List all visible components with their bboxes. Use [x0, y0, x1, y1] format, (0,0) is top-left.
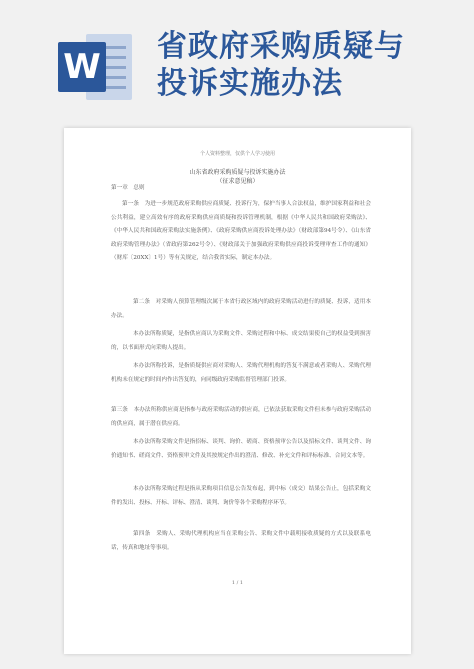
complaint-definition-paragraph: 本办法所称质疑，是指供应商认为采购文件、采购过程和中标、成交结果使自己的权益受到损害的，以书面形式向采购人提出。 — [111, 331, 371, 351]
page-header-note: 个人资料整理，仅供个人学习使用 — [199, 151, 275, 157]
document-banner — [0, 0, 474, 118]
banner-title-line-2: 投诉实施办法 — [157, 66, 343, 101]
document-subtitle: （征求意见稿） — [216, 178, 259, 185]
document-title: 山东省政府采购质疑与投诉实施办法 — [189, 169, 286, 176]
banner-title — [157, 28, 467, 102]
word-logo-letter: W — [58, 42, 106, 92]
article-3-paragraph: 第三条 本办法所称供应商是指参与政府采购活动的供应商，已依法获取采购文件但未参与政府采购活动的供应商，属于潜在供应商。 — [111, 407, 371, 427]
article-1-paragraph: 第一条 为进一步规范政府采购供应商质疑、投诉行为，保护当事人合法权益，维护国家利益和社会公共利益，建立高效有序的政府采购供应商质疑和投诉管理机制，根据《中华人民共和国政府采购法》、《中华人民共和国政府采购法实施条例》、《政府采购供应商投诉处理办法》（财政部第94号令）、《山东省政府采购管理办法》（省政府第262号令）、《财政部关于加强政府采购供应商投诉受理审查工作的通知》（财库〔20XX〕1号）等有关规定，结合我省实际，制定本办法。 — [111, 201, 371, 261]
article-2-paragraph: 第二条 对采购人预算管理级次属于本省行政区域内的政府采购活动进行的质疑、投诉，适用本办法。 — [111, 299, 371, 319]
procurement-process-paragraph: 本办法所称采购过程是指从采购项目信息公告发布起，到中标（成交）结果公告止，包括采购文件的发出、投标、开标、评标、澄清、谈判、询价等各个采购程序环节。 — [111, 486, 371, 506]
page-number: 1 / 1 — [231, 580, 244, 586]
document-page — [64, 128, 411, 654]
banner-title-line-1: 省政府采购质疑与 — [157, 29, 405, 64]
appeal-definition-paragraph: 本办法所称投诉，是指质疑供应商对采购人、采购代理机构的答复不满意或者采购人、采购代理机构未在规定的时间内作出答复的，向同级政府采购监督管理部门投诉。 — [111, 363, 371, 383]
word-document-icon — [58, 34, 134, 100]
procurement-documents-paragraph: 本办法所称采购文件是指招标、谈判、询价、磋商、资格预审公告以及招标文件、谈判文件、询价通知书、磋商文件、资格预审文件及其按规定作出的澄清、修改、补充文件和评标标准、合同文本等。 — [111, 439, 371, 459]
chapter-heading: 第一章 总则 — [111, 185, 145, 191]
article-4-paragraph: 第四条 采购人、采购代理机构应当在采购公告、采购文件中载明接收质疑的方式以及联系电话，传真和地址等事项。 — [111, 531, 371, 551]
